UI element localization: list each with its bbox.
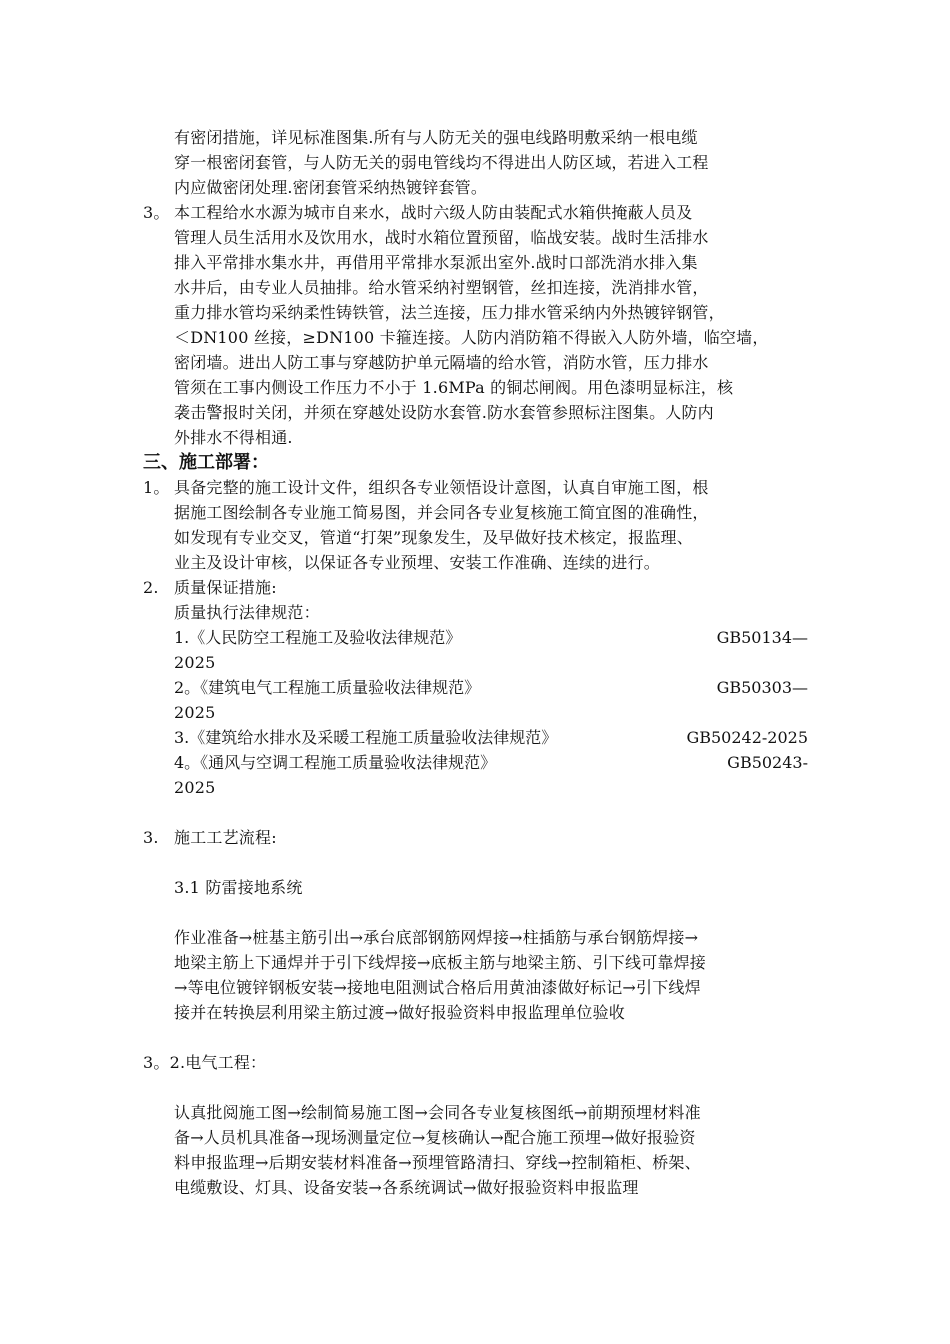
flow-line: 地梁主筋上下通焊并于引下线焊接→底板主筋与地梁主筋、引下线可靠焊接 xyxy=(174,953,707,972)
item-number: 3。 xyxy=(143,203,170,222)
standard-name: 3.《建筑给水排水及采暖工程施工质量验收法律规范》 xyxy=(174,728,558,747)
flow-line: 料申报监理→后期安装材料准备→预埋管路清扫、穿线→控制箱柜、桥架、 xyxy=(174,1153,701,1172)
paragraph-line: 据施工图绘制各专业施工简易图，并会同各专业复核施工简宜图的准确性， xyxy=(174,503,709,522)
flow-line: 电缆敷设、灯具、设备安装→各系统调试→做好报验资料申报监理 xyxy=(174,1178,639,1197)
section-heading: 三、施工部署： xyxy=(143,452,269,473)
paragraph-line: 重力排水管均采纳柔性铸铁管，法兰连接，压力排水管采纳内外热镀锌钢管， xyxy=(174,303,725,322)
standard-name: 1.《人民防空工程施工及验收法律规范》 xyxy=(174,628,462,647)
standard-code-wrap: 2025 xyxy=(174,778,216,797)
item-number: 2. xyxy=(143,578,159,597)
paragraph-line: 密闭墙。进出人防工事与穿越防护单元隔墙的给水管，消防水管，压力排水 xyxy=(174,353,709,372)
intro-line: 有密闭措施，详见标准图集.所有与人防无关的强电线路明敷采纳一根电缆 xyxy=(174,128,698,147)
paragraph-line: 水井后，由专业人员抽排。给水管采纳衬塑钢管，丝扣连接，洗消排水管， xyxy=(174,278,709,297)
paragraph-line: 管须在工事内侧设工作压力不小于 1.6MPa 的铜芯闸阀。用色漆明显标注，核 xyxy=(174,378,734,397)
flow-line: →等电位镀锌钢板安装→接地电阻测试合格后用黄油漆做好标记→引下线焊 xyxy=(174,978,701,997)
flow-line: 作业准备→桩基主筋引出→承台底部钢筋网焊接→柱插筋与承台钢筋焊接→ xyxy=(174,928,699,947)
standard-code: GB50303— xyxy=(716,678,808,697)
paragraph-line: 管理人员生活用水及饮用水，战时水箱位置预留，临战安装。战时生活排水 xyxy=(174,228,709,247)
paragraph-line: ＜DN100 丝接，≥DN100 卡箍连接。人防内消防箱不得嵌入人防外墙，临空墙， xyxy=(174,328,769,347)
paragraph-line: 袭击警报时关闭，并须在穿越处设防水套管.防水套管参照标注图集。人防内 xyxy=(174,403,714,422)
subsection-title: 3。2.电气工程： xyxy=(143,1053,267,1072)
flow-line: 认真批阅施工图→绘制简易施工图→会同各专业复核图纸→前期预埋材料准 xyxy=(174,1103,701,1122)
standard-code-wrap: 2025 xyxy=(174,703,216,722)
paragraph-line: 排入平常排水集水井，再借用平常排水泵派出室外.战时口部洗消水排入集 xyxy=(174,253,698,272)
item-title: 施工工艺流程: xyxy=(174,828,277,847)
paragraph-line: 外排水不得相通. xyxy=(174,428,293,447)
paragraph-line: 业主及设计审核，以保证各专业预埋、安装工作准确、连续的进行。 xyxy=(174,553,661,572)
flow-line: 接并在转换层利用梁主筋过渡→做好报验资料申报监理单位验收 xyxy=(174,1003,626,1022)
item-number: 3. xyxy=(143,828,159,847)
intro-line: 内应做密闭处理.密闭套管采纳热镀锌套管。 xyxy=(174,178,488,197)
paragraph-line: 本工程给水水源为城市自来水，战时六级人防由装配式水箱供掩蔽人员及 xyxy=(174,203,693,222)
item-subtitle: 质量执行法律规范： xyxy=(174,603,320,622)
paragraph-line: 如发现有专业交叉，管道“打架”现象发生，及早做好技术核定，报监理、 xyxy=(174,528,693,547)
standard-code-wrap: 2025 xyxy=(174,653,216,672)
flow-line: 备→人员机具准备→现场测量定位→复核确认→配合施工预埋→做好报验资 xyxy=(174,1128,696,1147)
standard-code: GB50243- xyxy=(727,753,808,772)
standard-name: 2。《建筑电气工程施工质量验收法律规范》 xyxy=(174,678,481,697)
intro-line: 穿一根密闭套管，与人防无关的弱电管线均不得进出人防区域，若进入工程 xyxy=(174,153,709,172)
standard-name: 4。《通风与空调工程施工质量验收法律规范》 xyxy=(174,753,497,772)
standard-code: GB50134— xyxy=(716,628,808,647)
item-number: 1。 xyxy=(143,478,170,497)
subsection-title: 3.1 防雷接地系统 xyxy=(174,878,303,897)
item-title: 质量保证措施: xyxy=(174,578,277,597)
standard-code: GB50242-2025 xyxy=(686,728,808,747)
paragraph-line: 具备完整的施工设计文件，组织各专业领悟设计意图，认真自审施工图，根 xyxy=(174,478,709,497)
